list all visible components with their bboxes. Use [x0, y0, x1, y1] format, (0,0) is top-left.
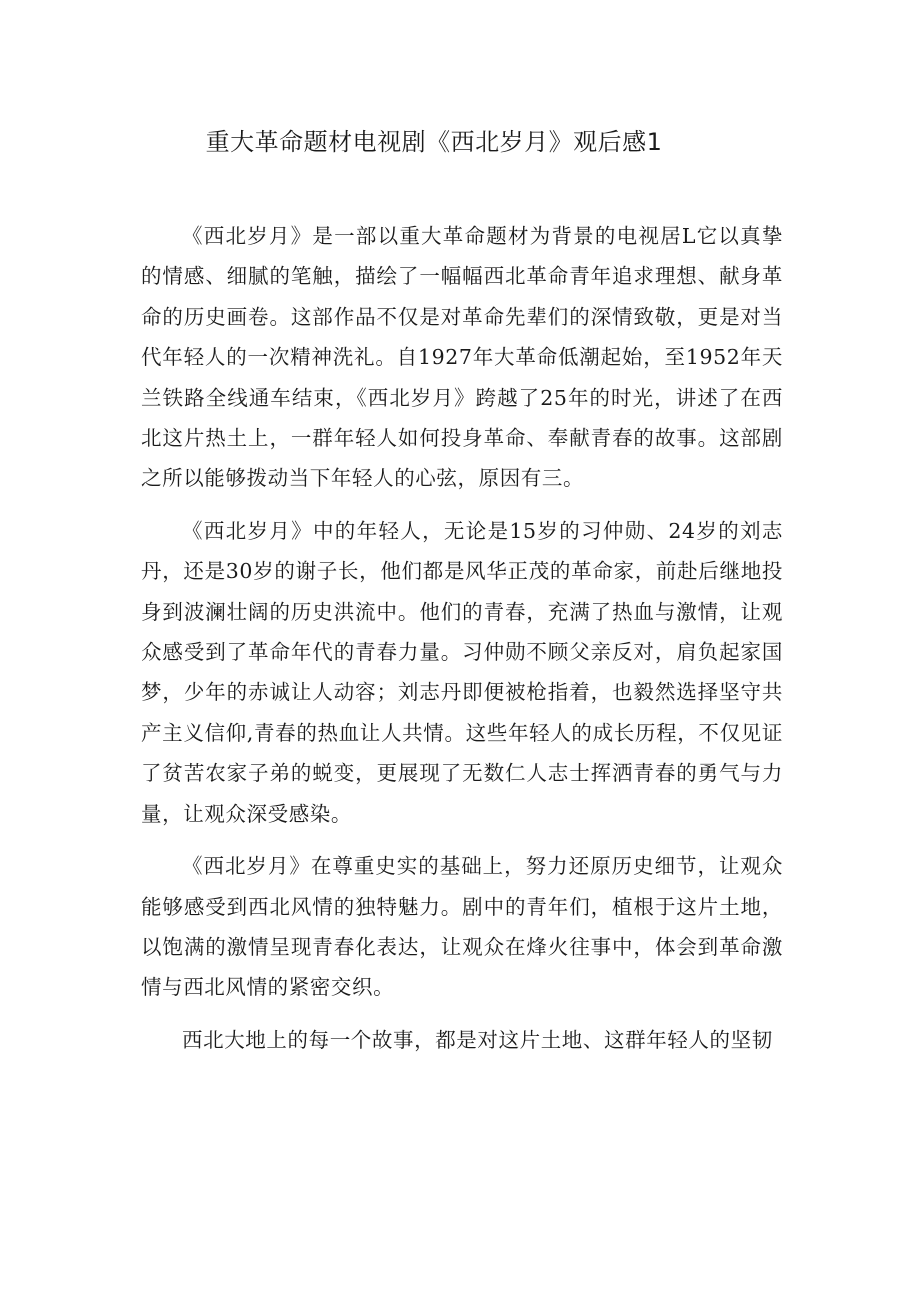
document-body — [141, 216, 783, 1060]
paragraph-3: 《西北岁月》在尊重史实的基础上，努力还原历史细节，让观众能够感受到西北风情的独特魅力。剧中的青年们，植根于这片土地，以饱满的激情呈现青春化表达，让观众在烽火往事中，体会到革命激情与西北风情的紧密交织。 — [141, 854, 783, 1000]
document-title: 重大革命题材电视剧《西北岁月》观后感1 — [205, 128, 663, 156]
paragraph-2: 《西北岁月》中的年轻人，无论是15岁的习仲勋、24岁的刘志丹，还是30岁的谢子长，他们都是风华正茂的革命家，前赴后继地投身到波澜壮阔的历史洪流中。他们的青春，充满了热血与激情，让观众感受到了革命年代的青春力量。习仲勋不顾父亲反对，肩负起家国梦，少年的赤诚让人动容；刘志丹即便被枪指着，也毅然选择坚守共产主义信仰,青春的热血让人共情。这些年轻人的成长历程，不仅见证了贫苦农家子弟的蜕变，更展现了无数仁人志士挥洒青春的勇气与力量，让观众深受感染。 — [141, 518, 783, 826]
paragraph-1: 《西北岁月》是一部以重大革命题材为背景的电视居L它以真挚的情感、细腻的笔触，描绘了一幅幅西北革命青年追求理想、献身革命的历史画卷。这部作品不仅是对革命先辈们的深情致敬，更是对当代年轻人的一次精神洗礼。自1927年大革命低潮起始，至1952年天兰铁路全线通车结束，《西北岁月》跨越了25年的时光，讲述了在西北这片热土上，一群年轻人如何投身革命、奉献青春的故事。这部剧之所以能够拨动当下年轻人的心弦，原因有三。 — [141, 224, 783, 491]
paragraph-4: 西北大地上的每一个故事，都是对这片土地、这群年轻人的坚韧 — [182, 1027, 773, 1052]
